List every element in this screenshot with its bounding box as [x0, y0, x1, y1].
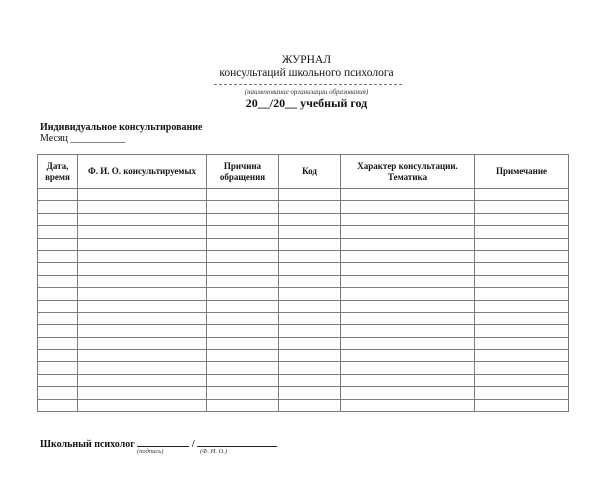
table-cell[interactable] [279, 213, 341, 225]
table-cell[interactable] [38, 374, 78, 386]
table-cell[interactable] [207, 374, 279, 386]
table-cell[interactable] [475, 250, 569, 262]
table-cell[interactable] [475, 238, 569, 250]
table-cell[interactable] [78, 250, 207, 262]
table-cell[interactable] [38, 250, 78, 262]
table-row [38, 263, 569, 275]
table-cell[interactable] [475, 213, 569, 225]
table-cell[interactable] [341, 374, 475, 386]
table-cell[interactable] [341, 399, 475, 411]
table-cell[interactable] [207, 337, 279, 349]
table-cell[interactable] [78, 399, 207, 411]
full-name-caption: (Ф. И. О.) [200, 448, 228, 455]
table-row [38, 399, 569, 411]
table-cell[interactable] [78, 350, 207, 362]
table-cell[interactable] [279, 201, 341, 213]
table-cell[interactable] [279, 263, 341, 275]
table-cell[interactable] [78, 362, 207, 374]
table-cell[interactable] [475, 300, 569, 312]
table-cell[interactable] [475, 263, 569, 275]
academic-year: 20__/20__ учебный год [245, 96, 368, 110]
consultation-table [37, 154, 569, 412]
table-cell[interactable] [279, 350, 341, 362]
table-cell[interactable] [38, 300, 78, 312]
table-cell[interactable] [78, 312, 207, 324]
table-cell[interactable] [341, 300, 475, 312]
table-cell[interactable] [341, 213, 475, 225]
table-cell[interactable] [475, 325, 569, 337]
table-cell[interactable] [38, 275, 78, 287]
table-row [38, 201, 569, 213]
table-cell[interactable] [78, 263, 207, 275]
table-cell[interactable] [341, 387, 475, 399]
table-cell[interactable] [341, 325, 475, 337]
section-heading: Индивидуальное консультирование [40, 122, 203, 133]
table-cell[interactable] [78, 387, 207, 399]
table-cell[interactable] [207, 300, 279, 312]
table-row [38, 312, 569, 324]
journal-subtitle: консультаций школьного психолога [219, 67, 394, 79]
month-field[interactable]: Месяц ___________ [40, 133, 126, 144]
table-cell[interactable] [475, 226, 569, 238]
table-cell[interactable] [279, 250, 341, 262]
table-cell[interactable] [279, 189, 341, 201]
table-cell[interactable] [207, 263, 279, 275]
table-cell[interactable] [279, 300, 341, 312]
table-cell[interactable] [207, 226, 279, 238]
table-cell[interactable] [475, 350, 569, 362]
table-cell[interactable] [279, 325, 341, 337]
table-row [38, 362, 569, 374]
table-cell[interactable] [78, 275, 207, 287]
table-cell[interactable] [279, 362, 341, 374]
table-cell[interactable] [78, 201, 207, 213]
table-cell[interactable] [279, 288, 341, 300]
table-cell[interactable] [78, 238, 207, 250]
table-row [38, 189, 569, 201]
table-cell[interactable] [475, 288, 569, 300]
table-cell[interactable] [341, 226, 475, 238]
table-cell[interactable] [475, 201, 569, 213]
column-header-topic: Характер консультации. Тематика [341, 155, 475, 189]
table-cell[interactable] [207, 189, 279, 201]
table-cell[interactable] [341, 288, 475, 300]
signature-underline-gap [183, 436, 189, 447]
table-cell[interactable] [78, 337, 207, 349]
column-header-date: Дата, время [38, 155, 78, 189]
table-cell[interactable] [475, 399, 569, 411]
table-cell[interactable] [38, 213, 78, 225]
organization-name-line[interactable] [214, 84, 402, 85]
table-cell[interactable] [38, 263, 78, 275]
table-cell[interactable] [38, 387, 78, 399]
table-cell[interactable] [341, 201, 475, 213]
column-header-reason: Причина обращения [207, 155, 279, 189]
table-cell[interactable] [207, 387, 279, 399]
table-cell[interactable] [78, 300, 207, 312]
table-cell[interactable] [207, 325, 279, 337]
table-cell[interactable] [207, 201, 279, 213]
table-row [38, 250, 569, 262]
table-cell[interactable] [207, 275, 279, 287]
table-body [38, 189, 569, 412]
full-name-field[interactable] [197, 436, 277, 447]
table-row [38, 300, 569, 312]
table-row [38, 288, 569, 300]
table-cell[interactable] [38, 226, 78, 238]
table-row [38, 374, 569, 386]
table-cell[interactable] [341, 362, 475, 374]
table-row [38, 213, 569, 225]
table-cell[interactable] [341, 350, 475, 362]
column-header-code: Код [279, 155, 341, 189]
table-cell[interactable] [38, 312, 78, 324]
table-cell[interactable] [38, 350, 78, 362]
table-cell[interactable] [78, 213, 207, 225]
table-row [38, 350, 569, 362]
table-cell[interactable] [207, 288, 279, 300]
table-cell[interactable] [475, 275, 569, 287]
table-cell[interactable] [341, 312, 475, 324]
table-cell[interactable] [279, 399, 341, 411]
signature-field[interactable] [137, 436, 183, 447]
table-cell[interactable] [475, 312, 569, 324]
table-cell[interactable] [279, 275, 341, 287]
table-row [38, 337, 569, 349]
table-cell[interactable] [475, 337, 569, 349]
table-row [38, 238, 569, 250]
signature-slash: / [191, 439, 195, 450]
table-cell[interactable] [207, 350, 279, 362]
table-row [38, 226, 569, 238]
table-row [38, 325, 569, 337]
table-cell[interactable] [38, 337, 78, 349]
table-cell[interactable] [279, 312, 341, 324]
table-cell[interactable] [78, 374, 207, 386]
table-cell[interactable] [207, 238, 279, 250]
signature-caption: (подпись) [137, 448, 164, 455]
table-cell[interactable] [207, 362, 279, 374]
table-cell[interactable] [341, 238, 475, 250]
table-cell[interactable] [207, 250, 279, 262]
table-cell[interactable] [279, 374, 341, 386]
table-cell[interactable] [341, 263, 475, 275]
table-cell[interactable] [78, 226, 207, 238]
table-row [38, 387, 569, 399]
table-cell[interactable] [475, 374, 569, 386]
organization-caption: (наименование организации образования) [244, 88, 369, 96]
table-cell[interactable] [38, 238, 78, 250]
table-cell[interactable] [475, 362, 569, 374]
table-cell[interactable] [78, 288, 207, 300]
table-cell[interactable] [341, 337, 475, 349]
table-cell[interactable] [279, 238, 341, 250]
table-cell[interactable] [38, 201, 78, 213]
table-cell[interactable] [38, 288, 78, 300]
table-cell[interactable] [279, 337, 341, 349]
table-cell[interactable] [475, 387, 569, 399]
table-cell[interactable] [341, 189, 475, 201]
table-row [38, 275, 569, 287]
table-cell[interactable] [38, 325, 78, 337]
table-cell[interactable] [279, 226, 341, 238]
table-cell[interactable] [38, 189, 78, 201]
table-cell[interactable] [38, 399, 78, 411]
table-cell[interactable] [341, 275, 475, 287]
table-header-row [38, 155, 569, 189]
table-cell[interactable] [341, 250, 475, 262]
table-cell[interactable] [207, 213, 279, 225]
table-cell[interactable] [78, 189, 207, 201]
column-header-note: Примечание [475, 155, 569, 189]
signature-label: Школьный психолог [40, 439, 135, 450]
table-cell[interactable] [207, 312, 279, 324]
table-cell[interactable] [475, 189, 569, 201]
journal-title: ЖУРНАЛ [281, 54, 332, 66]
table-cell[interactable] [279, 387, 341, 399]
table-cell[interactable] [38, 362, 78, 374]
table-cell[interactable] [207, 399, 279, 411]
column-header-name: Ф. И. О. консультируемых [78, 155, 207, 189]
table-cell[interactable] [78, 325, 207, 337]
